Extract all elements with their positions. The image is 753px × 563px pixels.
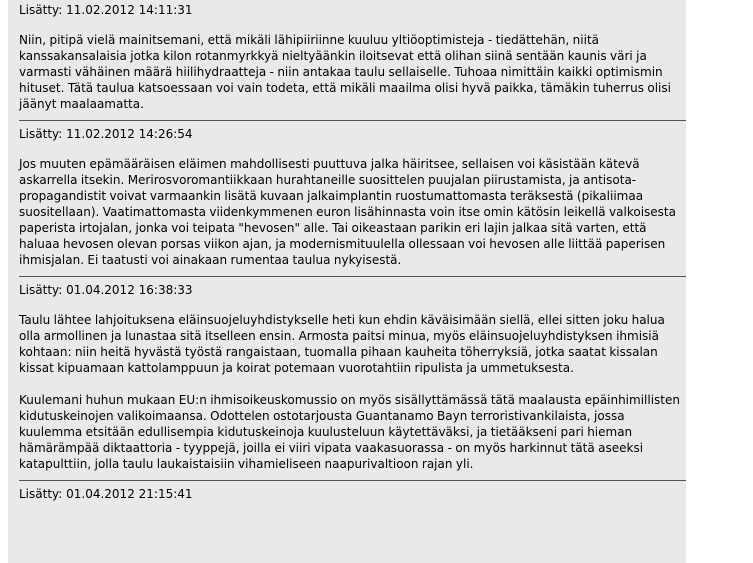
comment-timestamp: Lisätty: 11.02.2012 14:11:31 [19,3,193,17]
comment-text: Taulu lähtee lahjoituksena eläinsuojeluyhdistykselle heti kun ehdin käväisimään siellä, ellei sitten joku halua olla armollinen ja lunastaa sitä itselleen ensin. Armosta paitsi minua, myös eläinsuojeluyhdistyksen ihmisiä kohtaan: niin heitä hyvästä työstä rangaistaan, tuomalla pihaan kauheita töherryksiä, jotka saatat kissalan kissat kipuamaan kattolamppuun ja koirat potemaan vuorotahtiin ripulista ja ummetuksesta. [19,313,665,375]
comment-entry [8,481,686,504]
comment-timestamp: Lisätty: 01.04.2012 16:38:33 [19,283,193,297]
comment-entry [8,121,686,277]
comment-entry [8,277,686,481]
comment-text: Kuulemani huhun mukaan EU:n ihmisoikeuskomussio on myös sisällyttämässä tätä maalausta epäinhimillisten kidutuskeinojen valikoimaansa. Odottelen ostotarjousta Guantanamo Bayn terroristivankilaista, jossa kuulemma etsitään edullisempia kidutuskeinoja kuulusteluun käytettäväksi, ja tietääkseni pari hieman hämärämpää diktaattoria - tyyppejä, joilla ei viiri vipata vaakasuorassa - on myös harkinnut tätä aseeksi katapulttiin, jolla taulu laukaistaisiin vihamieliseen naapurivaltioon rajan yli. [19,393,680,471]
comment-text: Niin, pitipä vielä mainitsemani, että mikäli lähipiiriinne kuuluu yltiöoptimisteja - tiedättehän, niitä kanssakansalaisia jotka kilon rotanmyrkkyä nieltyäänkin iloitsevat että olihan siinä sentään kaunis väri ja varmasti vähäinen määrä hiilihydraatteja - niin antakaa taulu sellaiselle. Tuhoaa nimittäin kaikki optimismin hituset. Tätä taulua katsoessaan voi vain todeta, että mikäli maailma olisi hyvä paikka, tämäkin tuherrus olisi jäänyt maalaamatta. [19,33,671,111]
comment-entry [8,0,686,121]
comment-text: Jos muuten epämääräisen eläimen mahdollisesti puuttuva jalka häiritsee, sellaisen voi käsistään kätevä askarrella itsekin. Merirosvoromantiikkaan hurahtaneille suosittelen puujalan piirustamista, ja antisota-propagandistit voivat varmaankin lisätä kuvaan jalkaimplantin ruostumattomasta teräksestä (pikaliimaa suositellaan). Vaatimattomasta viidenkymmenen euron lisähinnasta voin itse omin kätösin leikellä valkoisesta paperista irtojalan, jonka voi teipata "hevosen" alle. Tai oikeastaan parikin eri lajin jalkaa sitä varten, että haluaa hevosen olevan porsas viikon ajan, ja modernismituulella ollessaan voi hevosen alle liittää paperisen ihmisjalan. Ei taatusti voi ainakaan rumentaa taulua nykyisestä. [19,157,676,267]
comment-timestamp: Lisätty: 11.02.2012 14:26:54 [19,127,193,141]
comment-timestamp: Lisätty: 01.04.2012 21:15:41 [19,487,193,501]
comments-panel [8,0,686,563]
